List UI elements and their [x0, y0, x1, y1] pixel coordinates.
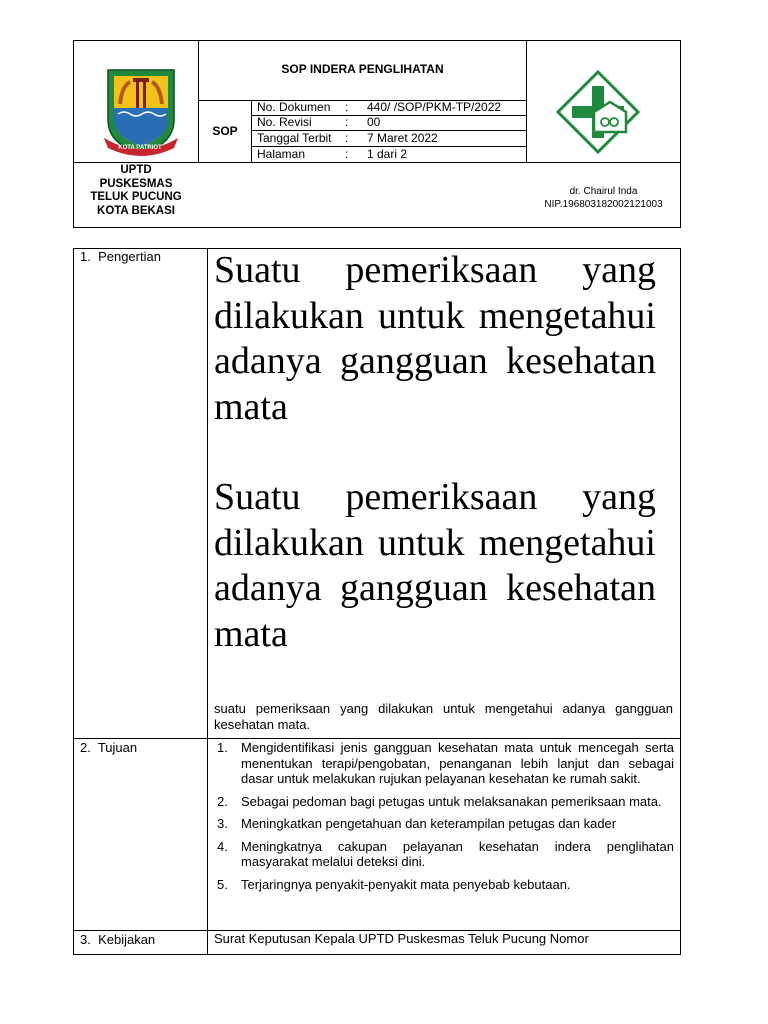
- meta-value-no-dokumen: [367, 100, 501, 114]
- meta-sep: :: [345, 100, 349, 114]
- organization-name: [74, 164, 198, 218]
- meta-sep: :: [345, 131, 349, 145]
- objective-text: Terjaringnya penyakit-penyakit mata penyebab kebutaan.: [241, 876, 571, 892]
- definition-large-text: Suatu pemeriksaan yang dilakukan untuk mengetahui adanya gangguan kesehatan mata: [214, 249, 656, 428]
- objective-text: Mengidentifikasi jenis gangguan kesehatan mata untuk mencegah serta menentukan terapi/pengobatan, penanganan lebih lanjut dan sebagai dasar untuk melakukan rujukan pelayanan kesehatan ke rumah sakit.: [241, 740, 674, 786]
- objectives-list: [213, 740, 674, 899]
- puskesmas-logo: [556, 70, 640, 154]
- page-title: SOP INDERA PENGLIHATAN: [281, 62, 444, 76]
- meta-value-no-revisi: 00: [367, 115, 381, 129]
- section-label-pengertian: 1. Pengertian: [80, 249, 161, 264]
- section-label-tujuan: 2. Tujuan: [80, 740, 138, 755]
- org-line: KOTA BEKASI: [97, 204, 175, 217]
- objective-text: Meningkatnya cakupan pelayanan kesehatan indera penglihatan masyarakat melalui deteksi dini.: [241, 838, 674, 869]
- crest-motto: KOTA PATRIOT: [118, 145, 162, 151]
- meta-label-no-revisi: No. Revisi: [257, 115, 312, 129]
- meta-value-tanggal-terbit: 7 Maret 2022: [367, 131, 438, 145]
- list-item: 1. Mengidentifikasi jenis gangguan kesehatan mata untuk mencegah serta menentukan terapi/pengobatan, penanganan lebih lanjut dan sebagai dasar untuk melakukan rujukan pelayanan kesehatan ke rumah sakit.: [217, 740, 674, 786]
- signatory-name: dr. Chairul Inda: [569, 186, 638, 197]
- signatory-nip: NIP.196803182002121003: [544, 198, 663, 210]
- signatory-block: [527, 186, 680, 211]
- section-label-kebijakan: 3. Kebijakan: [80, 932, 156, 947]
- objective-text: Meningkatkan pengetahuan dan keterampilan petugas dan kader: [241, 816, 617, 831]
- meta-value-halaman: 1 dari 2: [367, 147, 408, 161]
- objective-text: Sebagai pedoman bagi petugas untuk melaksanakan pemeriksaan mata.: [241, 793, 662, 809]
- meta-label-tanggal-terbit: Tanggal Terbit: [257, 131, 332, 145]
- list-item: 2. Sebagai pedoman bagi petugas untuk melaksanakan pemeriksaan mata.: [217, 793, 662, 809]
- definition-large-text-repeat: Suatu pemeriksaan yang dilakukan untuk mengetahui adanya gangguan kesehatan mata: [214, 476, 656, 655]
- policy-text: Surat Keputusan Kepala UPTD Puskesmas Teluk Pucung Nomor: [214, 931, 589, 946]
- meta-label-no-dokumen: No. Dokumen: [257, 100, 331, 114]
- meta-sep: :: [345, 147, 349, 161]
- meta-label-halaman: Halaman: [257, 147, 306, 161]
- no-dokumen-value: 440/ /SOP/PKM-TP/2022: [367, 100, 502, 114]
- meta-sep: :: [345, 115, 349, 129]
- org-line: TELUK PUCUNG: [90, 191, 182, 203]
- definition-small-text: suatu pemeriksaan yang dilakukan untuk mengetahui adanya gangguan kesehatan mata.: [214, 701, 673, 732]
- list-item: 4. Meningkatnya cakupan pelayanan kesehatan indera penglihatan masyarakat melalui deteksi dini.: [217, 838, 674, 869]
- list-item: 3. Meningkatkan pengetahuan dan keterampilan petugas dan kader: [217, 816, 617, 831]
- org-line: UPTD: [120, 164, 152, 176]
- org-line: PUSKESMAS: [99, 177, 173, 190]
- list-item: 5. Terjaringnya penyakit-penyakit mata penyebab kebutaan.: [217, 876, 571, 892]
- sop-label: SOP: [212, 124, 238, 138]
